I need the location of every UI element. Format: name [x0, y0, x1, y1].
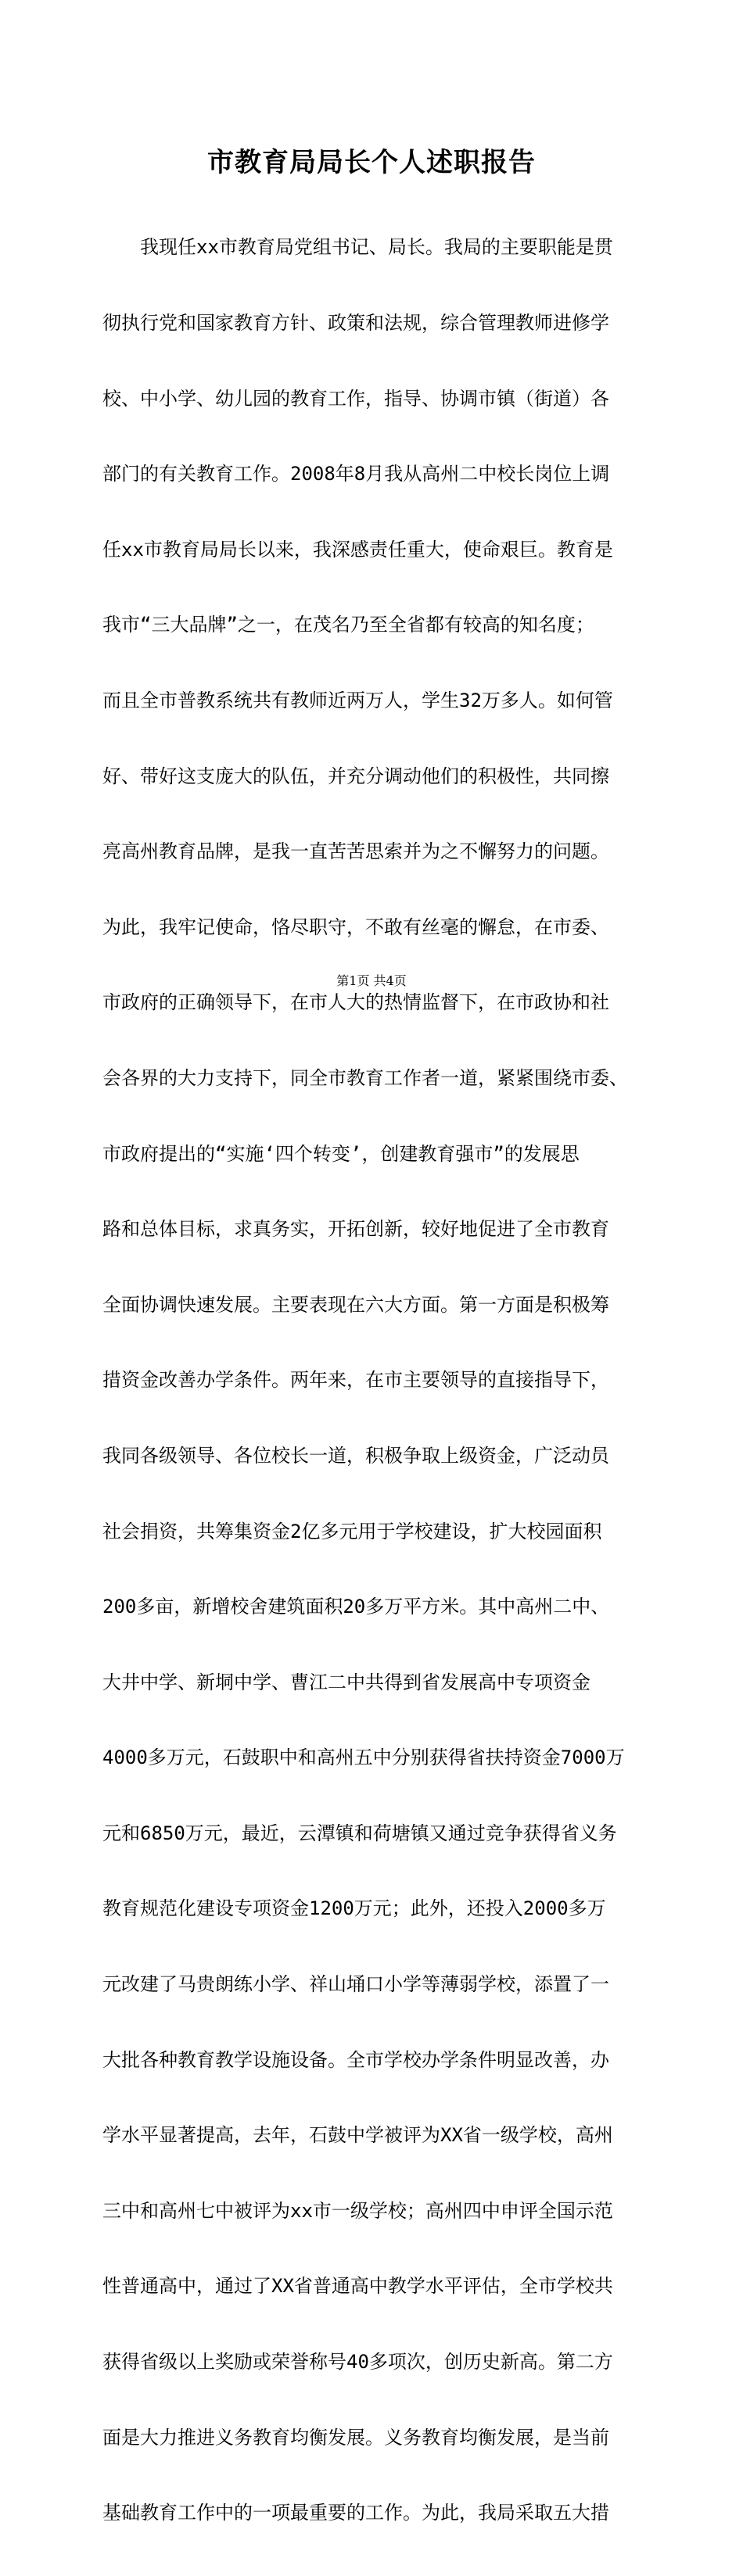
document-body [102, 185, 650, 2576]
body-line: 我同各级领导、各位校长一道，积极争取上级资金，广泛动员 [102, 1444, 609, 1467]
body-line: 校、中小学、幼儿园的教育工作，指导、协调市镇（街道）各 [102, 387, 609, 410]
body-line: 三中和高州七中被评为xx市一级学校；高州四中申评全国示范 [102, 2199, 613, 2222]
body-line: 路和总体目标，求真务实，开拓创新，较好地促进了全市教育 [102, 1218, 609, 1241]
body-line: 元改建了马贵朗练小学、祥山埇口小学等薄弱学校，添置了一 [102, 1973, 609, 1996]
body-line: 获得省级以上奖励或荣誉称号40多项次，创历史新高。第二方 [102, 2351, 613, 2374]
body-line: 社会捐资，共筹集资金2亿多元用于学校建设，扩大校园面积 [102, 1520, 602, 1542]
body-line: 元和6850万元，最近，云潭镇和荷塘镇又通过竞争获得省义务 [102, 1822, 617, 1844]
body-line: 彻执行党和国家教育方针、政策和法规，综合管理教师进修学 [102, 312, 609, 334]
body-line: 学水平显著提高，去年，石鼓中学被评为XX省一级学校，高州 [102, 2124, 613, 2147]
body-line: 措资金改善办学条件。两年来，在市主要领导的直接指导下， [102, 1369, 609, 1392]
body-line: 全面协调快速发展。主要表现在六大方面。第一方面是积极筹 [102, 1293, 609, 1316]
body-line: 教育规范化建设专项资金1200万元；此外，还投入2000多万 [102, 1897, 606, 1920]
body-line: 我现任xx市教育局党组书记、局长。我局的主要职能是贯 [102, 236, 613, 259]
body-line: 部门的有关教育工作。2008年8月我从高州二中校长岗位上调 [102, 463, 610, 485]
body-line: 大井中学、新垌中学、曹江二中共得到省发展高中专项资金 [102, 1671, 590, 1693]
page-footer: 第1页 共4页 [336, 973, 407, 988]
body-line: 亮高州教育品牌，是我一直苦苦思索并为之不懈努力的问题。 [102, 840, 609, 863]
body-line: 基础教育工作中的一项最重要的工作。为此，我局采取五大措 [102, 2502, 609, 2524]
body-line: 面是大力推进义务教育均衡发展。义务教育均衡发展，是当前 [102, 2426, 609, 2449]
body-line: 而且全市普教系统共有教师近两万人，学生32万多人。如何管 [102, 689, 613, 711]
body-line: 任xx市教育局局长以来，我深感责任重大，使命艰巨。教育是 [102, 538, 613, 561]
document-title: 市教育局局长个人述职报告 [207, 147, 536, 178]
body-line: 会各界的大力支持下，同全市教育工作者一道，紧紧围绕市委、 [102, 1066, 628, 1089]
body-line: 为此，我牢记使命，恪尽职守，不敢有丝毫的懈怠，在市委、 [102, 915, 609, 938]
body-line: 大批各种教育教学设施设备。全市学校办学条件明显改善，办 [102, 2048, 609, 2071]
body-line: 市政府的正确领导下，在市人大的热情监督下，在市政协和社 [102, 991, 609, 1014]
body-line: 市政府提出的“实施‘四个转变’，创建教育强市”的发展思 [102, 1142, 580, 1165]
body-line: 4000多万元，石鼓职中和高州五中分别获得省扶持资金7000万 [102, 1747, 625, 1769]
body-line: 200多亩，新增校舍建筑面积20多万平方米。其中高州二中、 [102, 1596, 610, 1618]
body-line: 好、带好这支庞大的队伍，并充分调动他们的积极性，共同擦 [102, 765, 609, 787]
body-line: 性普通高中，通过了XX省普通高中教学水平评估，全市学校共 [102, 2275, 613, 2298]
body-line: 我市“三大品牌”之一，在茂名乃至全省都有较高的知名度； [102, 614, 594, 636]
